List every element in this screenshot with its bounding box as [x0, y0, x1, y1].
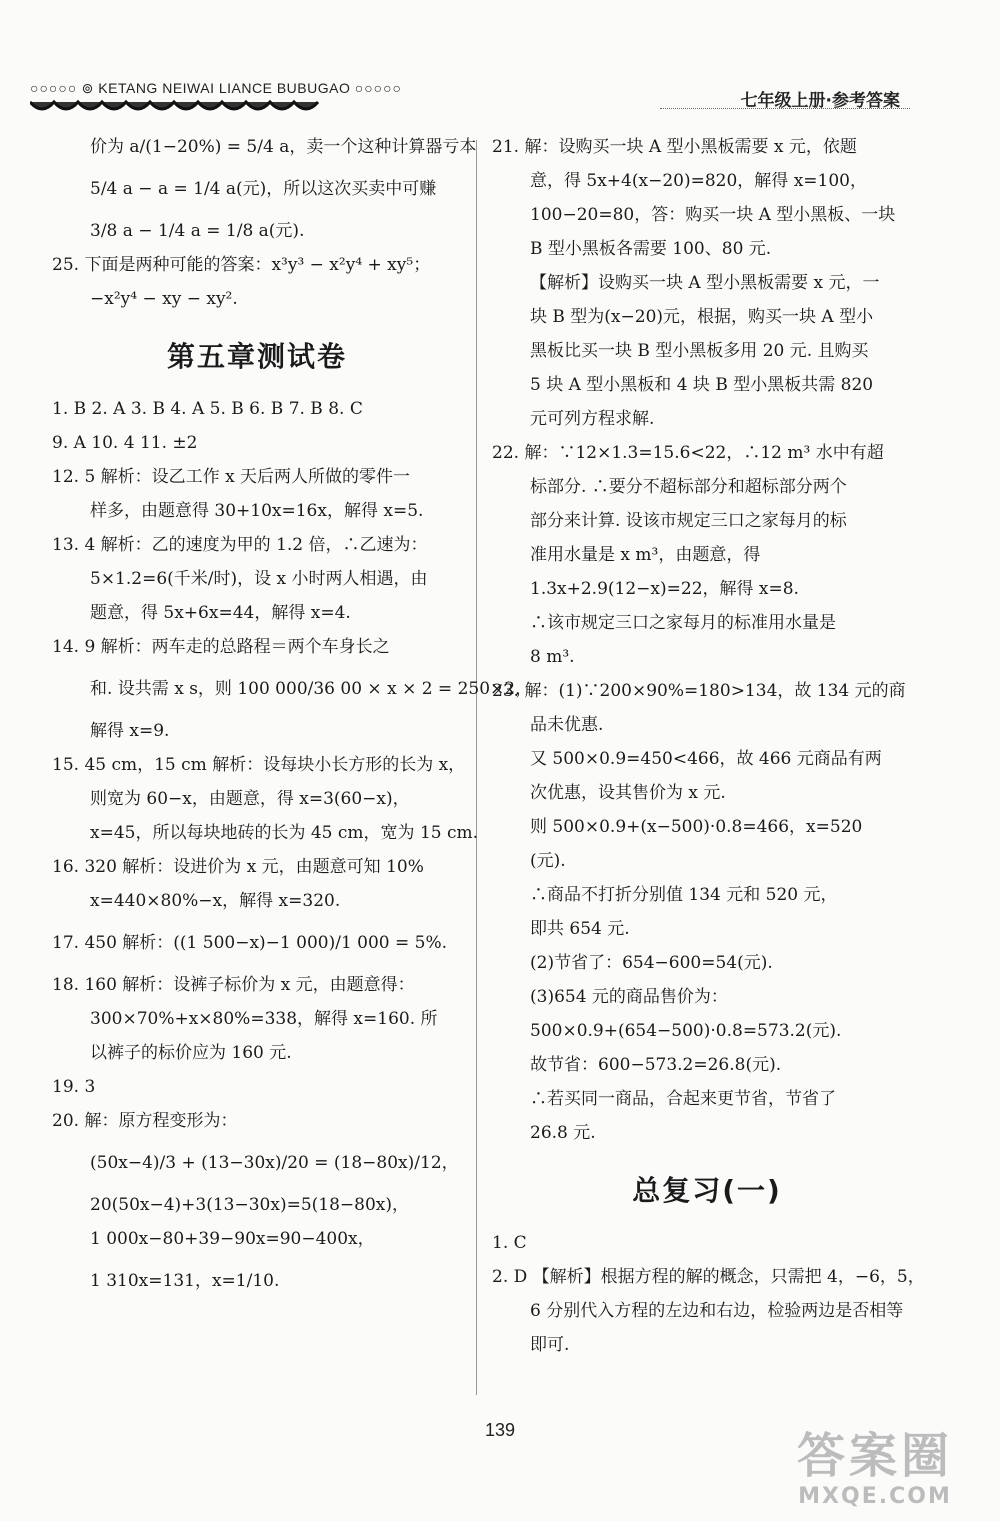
- answer-line: 和. 设共需 x s，则 100 000/36 00 × x × 2 = 250×2，: [90, 679, 533, 699]
- answer-line: 2. D 【解析】根据方程的解的概念，只需把 4，−6，5，: [492, 1267, 925, 1287]
- book-section-title: 七年级上册·参考答案: [740, 91, 900, 111]
- answer-line: 则宽为 60−x，由题意，得 x=3(60−x)，: [90, 789, 410, 809]
- answer-line: 16. 320 解析：设进价为 x 元，由题意可知 10%: [52, 857, 424, 877]
- watermark-text: 答案圈: [796, 1428, 953, 1484]
- answer-line: 9. A 10. 4 11. ±2: [52, 433, 198, 453]
- answer-line: 23. 解：(1)∵200×90%=180>134，故 134 元的商: [492, 681, 906, 701]
- analysis-line: 元可列方程求解.: [530, 409, 655, 429]
- answer-line: 即共 654 元.: [530, 919, 630, 939]
- answer-line: ∴该市规定三口之家每月的标准用水量是: [530, 613, 836, 633]
- analysis-line: 黑板比买一块 B 型小黑板多用 20 元. 且购买: [530, 341, 869, 361]
- answer-line: 500×0.9+(654−500)·0.8=573.2(元).: [530, 1021, 842, 1041]
- section-title: 总复习(一): [632, 1174, 782, 1207]
- analysis-line: 块 B 型为(x−20)元，根据，购买一块 A 型小: [530, 307, 874, 327]
- answer-line: 12. 5 解析：设乙工作 x 天后两人所做的零件一: [52, 467, 411, 487]
- answer-line: 21. 解：设购买一块 A 型小黑板需要 x 元，依题: [492, 137, 857, 157]
- answer-line: 则 500×0.9+(x−500)·0.8=466，x=520: [530, 817, 863, 837]
- answer-line: 15. 45 cm，15 cm 解析：设每块小长方形的长为 x，: [52, 755, 466, 775]
- answer-line: 5/4 a − a = 1/4 a(元)，所以这次买卖中可赚: [90, 179, 437, 199]
- right-column: [492, 130, 925, 1362]
- answer-line: ∴商品不打折分别值 134 元和 520 元，: [530, 885, 838, 905]
- answer-line: 题意，得 5x+6x=44，解得 x=4.: [90, 603, 351, 623]
- answer-line: 13. 4 解析：乙的速度为甲的 1.2 倍，∴乙速为：: [52, 535, 428, 555]
- answer-line: 以裤子的标价应为 160 元.: [90, 1043, 292, 1063]
- header-dots-right: ○○○○○: [354, 80, 403, 96]
- answer-line: 解得 x=9.: [90, 721, 170, 741]
- series-title: [30, 80, 402, 97]
- answer-line: (50x−4)/3 + (13−30x)/20 = (18−80x)/12，: [90, 1153, 459, 1173]
- watermark-url: MXQE.COM: [798, 1484, 952, 1509]
- answer-line: 1 310x=131，x=1/10.: [90, 1271, 280, 1291]
- answer-line: (2)节省了：654−600=54(元).: [530, 953, 773, 973]
- answer-line: 准用水量是 x m³，由题意，得: [530, 545, 761, 565]
- answer-line: 样多，由题意得 30+10x=16x，解得 x=5.: [90, 501, 424, 521]
- header-wave-ornament: [30, 98, 330, 118]
- answer-line: 3/8 a − 1/4 a = 1/8 a(元).: [90, 221, 305, 241]
- answer-line: 6 分别代入方程的左边和右边，检验两边是否相等: [530, 1301, 904, 1321]
- answer-line: 5×1.2=6(千米/时)，设 x 小时两人相遇，由: [90, 569, 428, 589]
- answer-line: 20(50x−4)+3(13−30x)=5(18−80x)，: [90, 1195, 410, 1215]
- answer-line: 20. 解：原方程变形为：: [52, 1111, 238, 1131]
- answer-line: ∴若买同一商品，合起来更节省，节省了: [530, 1089, 836, 1109]
- answer-line: 价为 a/(1−20%) = 5/4 a，卖一个这种计算器亏本: [90, 137, 477, 157]
- series-logo-icon: ⊚: [81, 80, 99, 96]
- answer-line: 25. 下面是两种可能的答案：x³y³ − x²y⁴ + xy⁵；: [52, 255, 431, 275]
- page-header: [0, 0, 1000, 135]
- answer-line: 故节省：600−573.2=26.8(元).: [530, 1055, 782, 1075]
- chapter-title: 第五章测试卷: [166, 340, 347, 373]
- answer-line: 8 m³.: [530, 647, 575, 667]
- answer-line: 1.3x+2.9(12−x)=22，解得 x=8.: [530, 579, 799, 599]
- answer-line: x=440×80%−x，解得 x=320.: [90, 891, 341, 911]
- column-divider: [476, 140, 477, 1395]
- analysis-line: 【解析】设购买一块 A 型小黑板需要 x 元，一: [530, 273, 880, 293]
- answer-line: 300×70%+x×80%=338，解得 x=160. 所: [90, 1009, 438, 1029]
- answer-line: −x²y⁴ − xy − xy².: [90, 289, 238, 309]
- answer-line: 100−20=80，答：购买一块 A 型小黑板、一块: [530, 205, 896, 225]
- header-rule: [660, 108, 910, 109]
- answer-line: 又 500×0.9=450<466，故 466 元商品有两: [530, 749, 882, 769]
- answer-line: 1. B 2. A 3. B 4. A 5. B 6. B 7. B 8. C: [52, 399, 363, 419]
- answer-line: (3)654 元的商品售价为：: [530, 987, 728, 1007]
- answer-line: 即可.: [530, 1335, 570, 1355]
- answer-line: B 型小黑板各需要 100、80 元.: [530, 239, 772, 259]
- answer-line: (元).: [530, 851, 566, 871]
- answer-line: 26.8 元.: [530, 1123, 596, 1143]
- answer-line: 次优惠，设其售价为 x 元.: [530, 783, 726, 803]
- series-name: KETANG NEIWAI LIANCE BUBUGAO: [98, 80, 351, 96]
- answer-line: 22. 解：∵12×1.3=15.6<22，∴12 m³ 水中有超: [492, 443, 884, 463]
- page-number: 139: [484, 1420, 516, 1440]
- answer-line: 部分来计算. 设该市规定三口之家每月的标: [530, 511, 847, 531]
- analysis-line: 5 块 A 型小黑板和 4 块 B 型小黑板共需 820: [530, 375, 874, 395]
- answer-line: 19. 3: [52, 1077, 96, 1097]
- header-dots-left: ○○○○○: [30, 80, 78, 96]
- answer-line: 18. 160 解析：设裤子标价为 x 元，由题意得：: [52, 975, 415, 995]
- answer-line: 意，得 5x+4(x−20)=820，解得 x=100，: [530, 171, 867, 191]
- answer-line: 1. C: [492, 1233, 527, 1253]
- answer-line: 17. 450 解析：((1 500−x)−1 000)/1 000 = 5%.: [52, 933, 448, 953]
- answer-line: 品未优惠.: [530, 715, 604, 735]
- answer-line: 1 000x−80+39−90x=90−400x，: [90, 1229, 375, 1249]
- answer-line: 标部分. ∴要分不超标部分和超标部分两个: [530, 477, 847, 497]
- answer-line: x=45，所以每块地砖的长为 45 cm，宽为 15 cm.: [90, 823, 479, 843]
- watermark-logo: [770, 1428, 980, 1513]
- answer-line: 14. 9 解析：两车走的总路程＝两个车身长之: [52, 637, 390, 657]
